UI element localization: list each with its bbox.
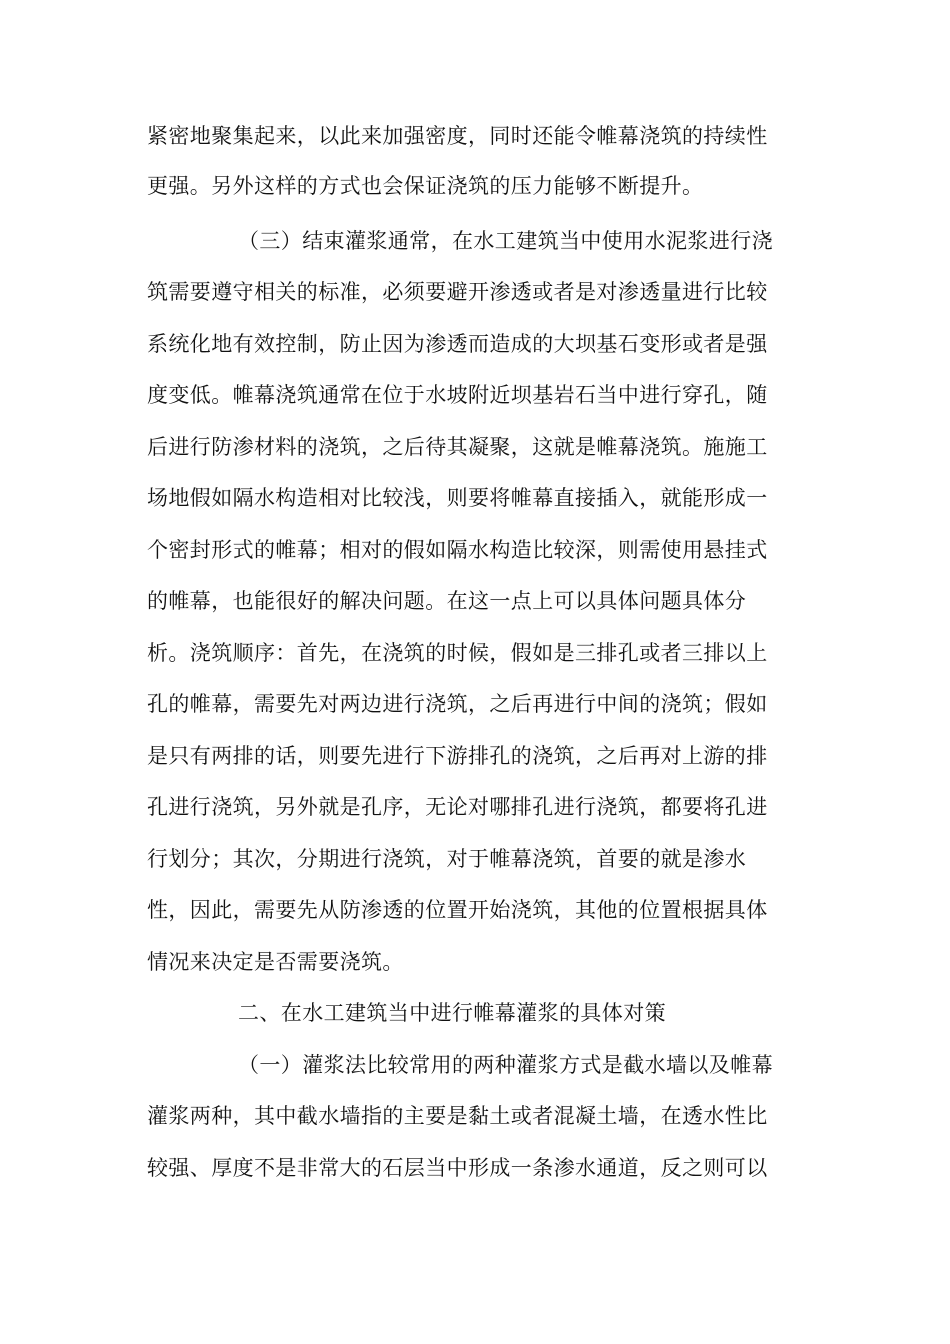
body-text-line: 筑需要遵守相关的标准，必须要避开渗透或者是对渗透量进行比较 xyxy=(147,280,768,304)
body-text-line: 灌浆两种，其中截水墙指的主要是黏土或者混凝土墙，在透水性比 xyxy=(147,1104,768,1128)
body-text-line: 孔的帷幕，需要先对两边进行浇筑，之后再进行中间的浇筑；假如 xyxy=(147,692,768,716)
section-heading-3: （三）结束灌浆通常，在水工建筑当中使用水泥浆进行浇 xyxy=(238,229,773,253)
body-text-line: 场地假如隔水构造相对比较浅，则要将帷幕直接插入，就能形成一 xyxy=(147,486,768,510)
body-text-line: 的帷幕，也能很好的解决问题。在这一点上可以具体问题具体分 xyxy=(147,589,747,613)
body-text-line: 个密封形式的帷幕；相对的假如隔水构造比较深，则需使用悬挂式 xyxy=(147,538,768,562)
body-text-line: 度变低。帷幕浇筑通常在位于水坡附近坝基岩石当中进行穿孔，随 xyxy=(147,383,768,407)
section-heading-1: （一）灌浆法比较常用的两种灌浆方式是截水墙以及帷幕 xyxy=(238,1053,773,1077)
body-text-line: 系统化地有效控制，防止因为渗透而造成的大坝基石变形或者是强 xyxy=(147,332,768,356)
body-text-line: 情况来决定是否需要浇筑。 xyxy=(147,950,404,974)
chapter-heading: 二、在水工建筑当中进行帷幕灌浆的具体对策 xyxy=(238,1001,666,1025)
body-text-line: 后进行防渗材料的浇筑，之后待其凝聚，这就是帷幕浇筑。施施工 xyxy=(147,435,768,459)
body-text-line: 紧密地聚集起来，以此来加强密度，同时还能令帷幕浇筑的持续性 xyxy=(147,124,768,148)
body-text-line: 行划分；其次，分期进行浇筑，对于帷幕浇筑，首要的就是渗水 xyxy=(147,847,747,871)
body-text-line: 较强、厚度不是非常大的石层当中形成一条渗水通道，反之则可以 xyxy=(147,1156,768,1180)
body-text-line: 孔进行浇筑，另外就是孔序，无论对哪排孔进行浇筑，都要将孔进 xyxy=(147,795,768,819)
body-text-line: 析。浇筑顺序：首先，在浇筑的时候，假如是三排孔或者三排以上 xyxy=(147,641,768,665)
body-text-line: 是只有两排的话，则要先进行下游排孔的浇筑，之后再对上游的排 xyxy=(147,744,768,768)
body-text-line: 性，因此，需要先从防渗透的位置开始浇筑，其他的位置根据具体 xyxy=(147,898,768,922)
body-text-line: 更强。另外这样的方式也会保证浇筑的压力能够不断提升。 xyxy=(147,174,704,198)
